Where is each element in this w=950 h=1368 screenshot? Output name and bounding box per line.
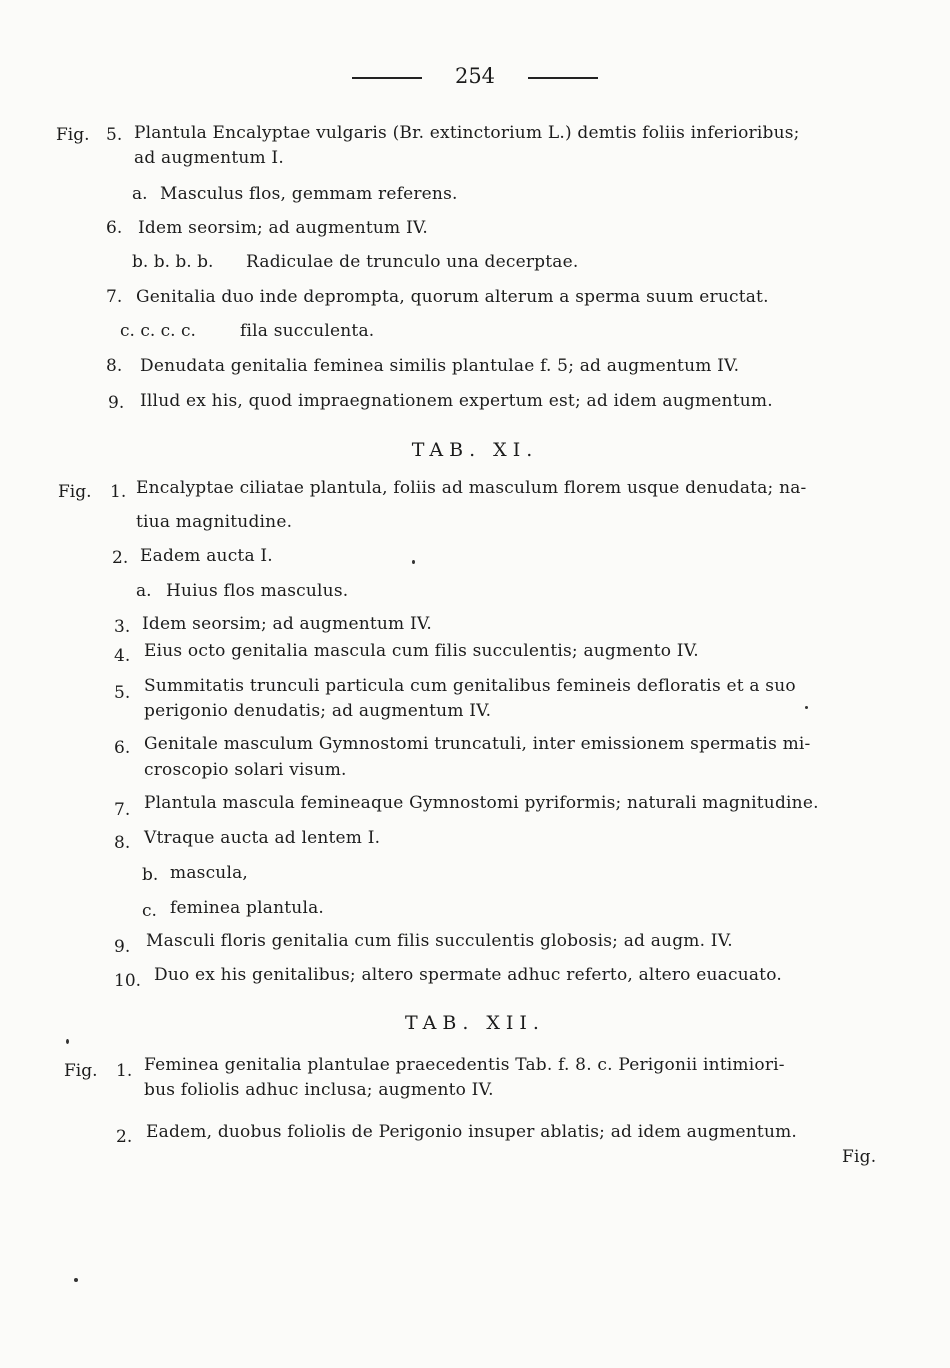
entry-number: 1. xyxy=(110,482,127,502)
entry-text: Eadem, duobus foliolis de Perigonio insuper ablatis; ad idem augmentum. xyxy=(146,1122,798,1142)
entry-text: Eius octo genitalia mascula cum filis succulentis; augmento IV. xyxy=(144,641,699,661)
entry-text: Eadem aucta I. xyxy=(140,546,273,566)
entry-text: Duo ex his genitalibus; altero spermate adhuc referto, altero euacuato. xyxy=(154,965,782,985)
entry-number: 10. xyxy=(114,971,142,991)
entry-number: 8. xyxy=(106,356,123,376)
entry-number: 3. xyxy=(114,617,131,637)
entry-number: 6. xyxy=(114,738,131,758)
entry-number: 6. xyxy=(106,218,123,238)
print-speck xyxy=(805,706,808,709)
entry-text: Huius flos masculus. xyxy=(166,581,349,601)
entry-letter: a. xyxy=(132,184,148,204)
entry-text: Masculus flos, gemmam referens. xyxy=(160,184,458,204)
entry-number: 7. xyxy=(106,287,123,307)
entry-letter: c. c. c. c. xyxy=(120,321,196,341)
fig-label: Fig. xyxy=(64,1061,98,1081)
entry-text: Illud ex his, quod impraegnationem expertum est; ad idem augmentum. xyxy=(140,391,773,411)
entry-number: 9. xyxy=(114,937,131,957)
print-speck xyxy=(66,1039,69,1044)
entry-text: Genitalia duo inde deprompta, quorum alterum a sperma suum eructat. xyxy=(136,287,769,307)
entry-text: tiua magnitudine. xyxy=(136,512,293,532)
entry-text: Idem seorsim; ad augmentum IV. xyxy=(142,614,432,634)
entry-number: 5. xyxy=(106,125,123,145)
entry-text: Vtraque aucta ad lentem I. xyxy=(144,828,381,848)
entry-text: perigonio denudatis; ad augmentum IV. xyxy=(144,701,492,721)
entry-text: Denudata genitalia feminea similis plantulae f. 5; ad augmentum IV. xyxy=(140,356,740,376)
entry-text: Feminea genitalia plantulae praecedentis Tab. f. 8. c. Perigonii intimiori- xyxy=(144,1055,785,1075)
entry-text: Idem seorsim; ad augmentum IV. xyxy=(138,218,428,238)
entry-text: Plantula Encalyptae vulgaris (Br. extinctorium L.) demtis foliis inferioribus; xyxy=(134,123,800,143)
entry-text: feminea plantula. xyxy=(170,898,325,918)
entry-number: 2. xyxy=(116,1127,133,1147)
header-rule-right xyxy=(528,77,598,79)
page-number: 254 xyxy=(454,64,496,88)
page-header xyxy=(0,64,950,88)
entry-text: Plantula mascula femineaque Gymnostomi pyriformis; naturali magnitudine. xyxy=(144,793,819,813)
header-rule-left xyxy=(352,77,422,79)
entry-number: 8. xyxy=(114,833,131,853)
entry-number: 9. xyxy=(108,393,125,413)
section-heading-tab-xii: TAB. XII. xyxy=(405,1012,545,1034)
entry-number: 1. xyxy=(116,1061,133,1081)
entry-letter: b. b. b. b. xyxy=(132,252,214,272)
entry-letter: a. xyxy=(136,581,152,601)
entry-number: 7. xyxy=(114,800,131,820)
entry-text: croscopio solari visum. xyxy=(144,760,347,780)
print-speck xyxy=(412,560,415,564)
entry-text: Radiculae de trunculo una decerptae. xyxy=(246,252,579,272)
entry-text: Masculi floris genitalia cum filis succulentis globosis; ad augm. IV. xyxy=(146,931,733,951)
fig-label: Fig. xyxy=(58,482,92,502)
entry-text: Encalyptae ciliatae plantula, foliis ad masculum florem usque denudata; na- xyxy=(136,478,807,498)
entry-text: mascula, xyxy=(170,863,249,883)
entry-text: fila succulenta. xyxy=(240,321,375,341)
entry-text: ad augmentum I. xyxy=(134,148,284,168)
entry-text: Summitatis trunculi particula cum genitalibus femineis defloratis et a suo xyxy=(144,676,796,696)
entry-number: 4. xyxy=(114,646,131,666)
entry-letter: c. xyxy=(142,901,157,921)
entry-number: 5. xyxy=(114,683,131,703)
entry-number: 2. xyxy=(112,548,129,568)
entry-text: Genitale masculum Gymnostomi truncatuli, inter emissionem spermatis mi- xyxy=(144,734,811,754)
fig-label: Fig. xyxy=(56,125,90,145)
entry-letter: b. xyxy=(142,865,159,885)
print-speck xyxy=(74,1278,78,1282)
entry-text: bus foliolis adhuc inclusa; augmento IV. xyxy=(144,1080,494,1100)
catchword: Fig. xyxy=(842,1147,877,1167)
section-heading-tab-xi: TAB. XI. xyxy=(411,439,539,461)
